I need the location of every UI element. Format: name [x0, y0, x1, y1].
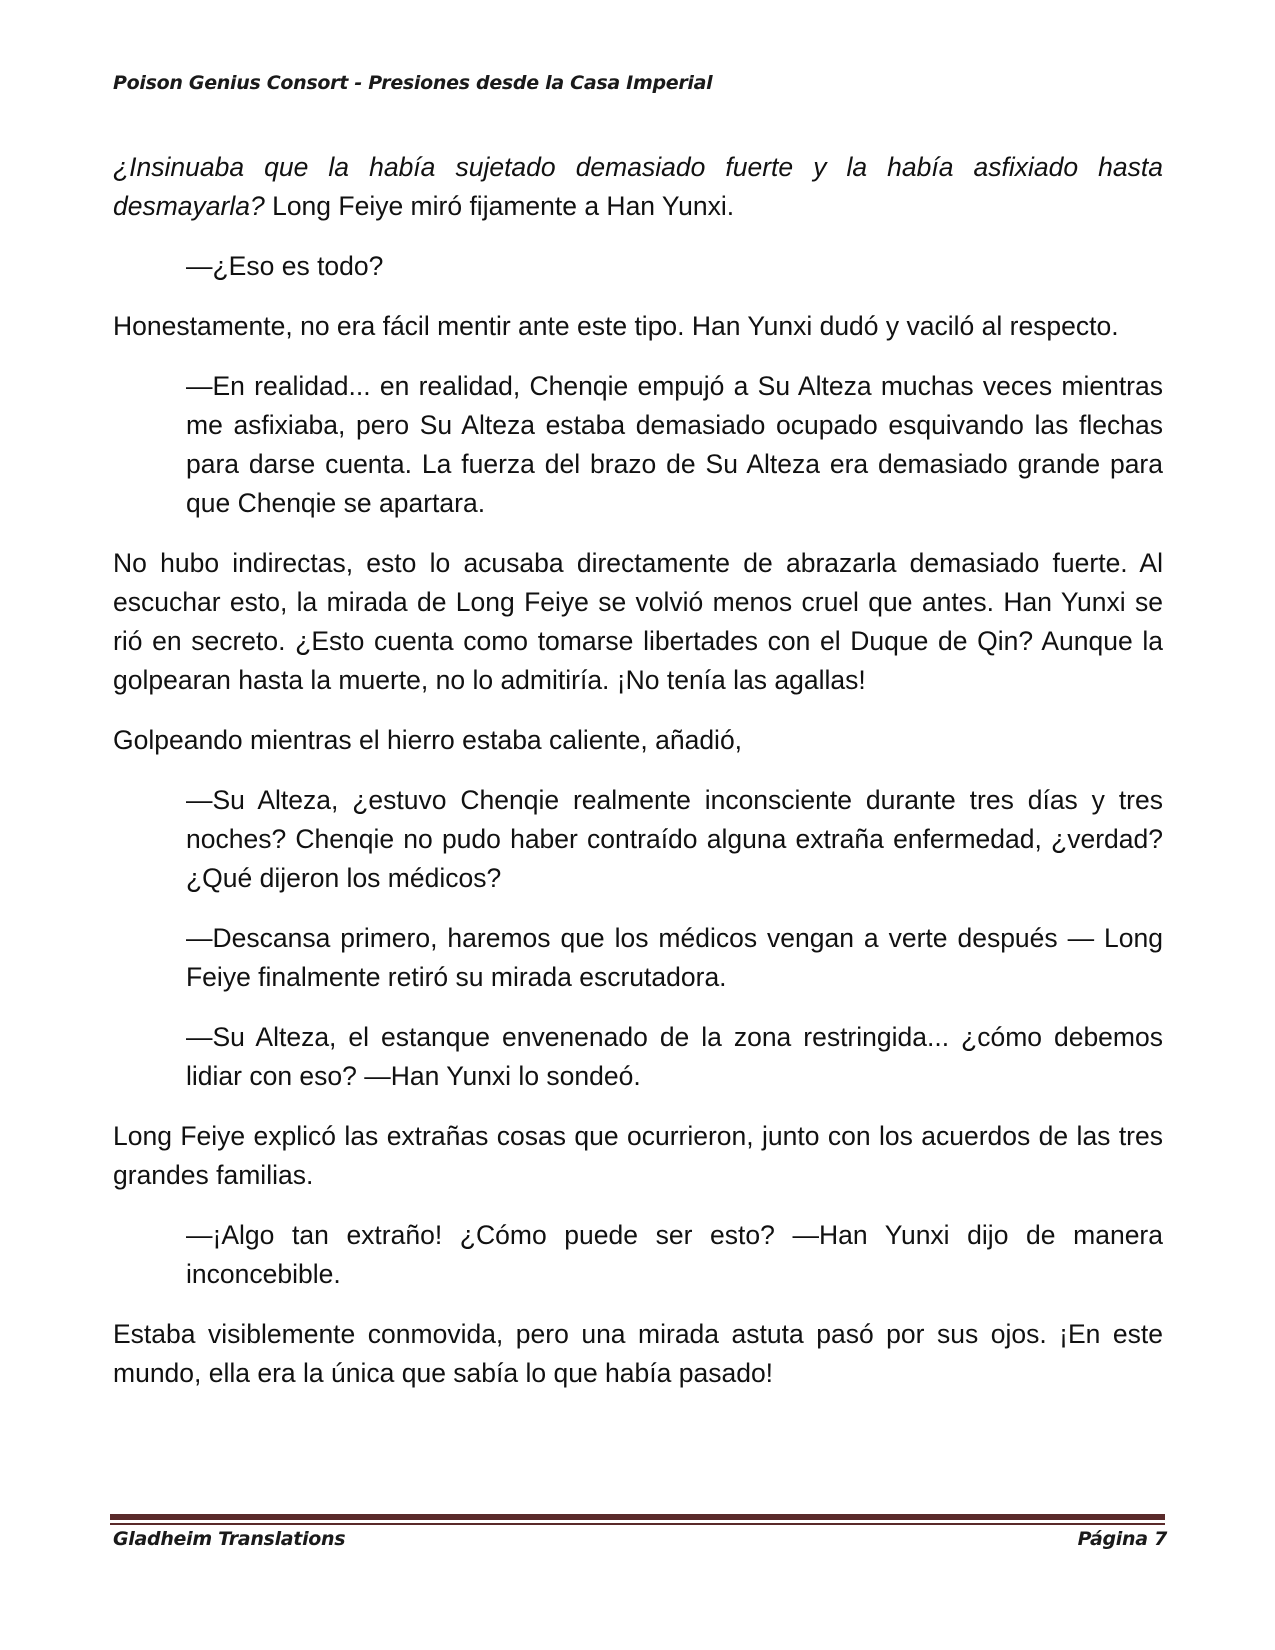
paragraph: Estaba visiblemente conmovida, pero una mirada astuta pasó por sus ojos. ¡En este mundo, ella era la única que sabía lo que había pasado!	[113, 1319, 1163, 1388]
dialogue-paragraph: —Su Alteza, ¿estuvo Chenqie realmente inconsciente durante tres días y tres noches? Chenqie no pudo haber contraído alguna extraña enfermedad, ¿verdad? ¿Qué dijeron los médicos?	[186, 785, 1163, 893]
dialogue-paragraph: —En realidad... en realidad, Chenqie empujó a Su Alteza muchas veces mientras me asfixiaba, pero Su Alteza estaba demasiado ocupado esquivando las flechas para darse cuenta. La fuerza del brazo de Su Alteza era demasiado grande para que Chenqie se apartara.	[186, 371, 1163, 518]
footer-divider-thick	[110, 1514, 1165, 1520]
dialogue-paragraph: —Su Alteza, el estanque envenenado de la zona restringida... ¿cómo debemos lidiar con eso? —Han Yunxi lo sondeó.	[186, 1022, 1163, 1091]
paragraph-segment: Long Feiye miró fijamente a Han Yunxi.	[264, 191, 735, 221]
footer-divider-thin	[110, 1523, 1165, 1525]
paragraph: Long Feiye explicó las extrañas cosas que ocurrieron, junto con los acuerdos de las tres grandes familias.	[113, 1121, 1163, 1190]
paragraph: Golpeando mientras el hierro estaba caliente, añadió,	[113, 725, 743, 755]
paragraph: Honestamente, no era fácil mentir ante este tipo. Han Yunxi dudó y vaciló al respecto.	[113, 311, 1119, 341]
paragraph	[113, 148, 1163, 226]
dialogue-paragraph: —¡Algo tan extraño! ¿Cómo puede ser esto? —Han Yunxi dijo de manera inconcebible.	[186, 1220, 1163, 1289]
dialogue-paragraph: —Descansa primero, haremos que los médicos vengan a verte después — Long Feiye finalmente retiró su mirada escrutadora.	[186, 923, 1163, 992]
dialogue-paragraph: —¿Eso es todo?	[186, 251, 384, 281]
footer-page-number: Página 7	[1077, 1528, 1167, 1550]
paragraph-italic-segment: ¿Insinuaba que la había sujetado demasiado fuerte y la había asfixiado hasta desmayarla?	[113, 152, 1163, 221]
paragraph: No hubo indirectas, esto lo acusaba directamente de abrazarla demasiado fuerte. Al escuchar esto, la mirada de Long Feiye se volvió menos cruel que antes. Han Yunxi se rió en secreto. ¿Esto cuenta como tomarse libertades con el Duque de Qin? Aunque la golpearan hasta la muerte, no lo admitiría. ¡No tenía las agallas!	[113, 548, 1163, 695]
document-body	[113, 148, 1163, 1414]
footer-publisher: Gladheim Translations	[113, 1528, 346, 1550]
page-header-title: Poison Genius Consort - Presiones desde la Casa Imperial	[113, 72, 713, 94]
